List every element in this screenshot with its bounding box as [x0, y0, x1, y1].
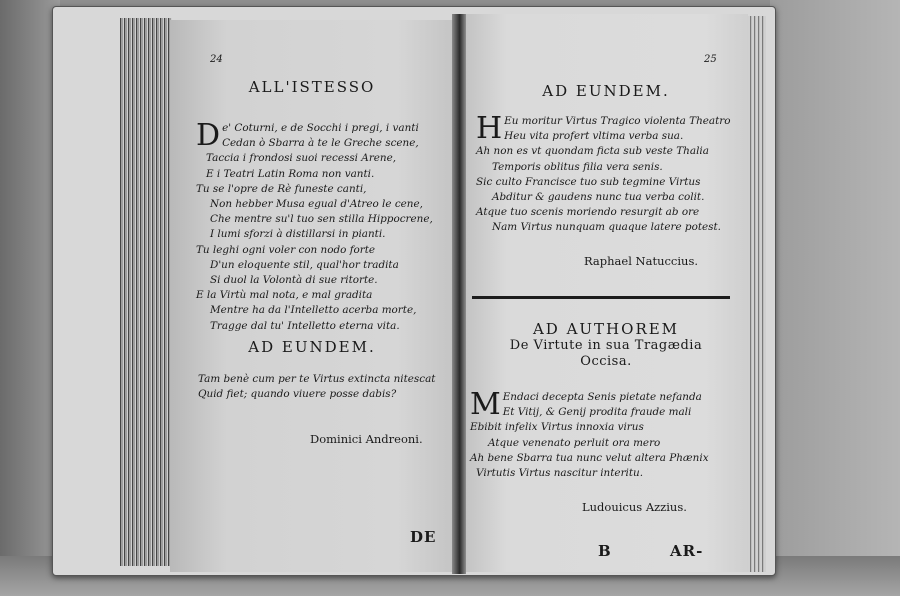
section-subheading: Occisa.	[580, 354, 632, 369]
catchword: DE	[410, 528, 437, 546]
poem-line: Abditur & gaudens nunc tua verba colit.	[492, 191, 705, 204]
book-gutter	[452, 14, 466, 574]
poem-line: Temporis oblitus filia vera senis.	[492, 160, 663, 173]
poem-line: E la Virtù mal nota, e mal gradita	[196, 289, 373, 302]
poem-line: Cedan ò Sbarra à te le Greche scene,	[222, 137, 419, 150]
catchword: AR-	[670, 542, 704, 560]
poem-line: Ebibit infelix Virtus innoxia virus	[470, 421, 644, 434]
poem-line: Ah non es vt quondam ficta sub veste Thalia	[476, 145, 709, 158]
poem-line: D'un eloquente stil, qual'hor tradita	[210, 258, 399, 271]
drop-cap: H	[476, 111, 503, 146]
divider-rule	[472, 296, 730, 299]
section-heading: AD AUTHOREM	[532, 320, 680, 338]
poem	[476, 111, 746, 236]
page-heading: AD EUNDEM.	[542, 82, 670, 100]
sonnet	[196, 118, 452, 334]
section-subheading: De Virtute in sua Tragædia	[509, 338, 703, 353]
poem-line: Nam Virtus nunquam quaque latere potest.	[492, 221, 721, 234]
epigram	[470, 387, 740, 481]
background-left	[0, 0, 60, 596]
poem-line: Si duol la Volontà di sue ritorte.	[210, 274, 378, 287]
poem-line: E i Teatri Latin Roma non vanti.	[206, 167, 375, 180]
page-number: 25	[704, 54, 717, 65]
poem-line: Tu leghi ogni voler con nodo forte	[196, 243, 376, 256]
poem-line: Endaci decepta Senis pietate nefanda	[502, 391, 702, 403]
poem-line: Heu vita profert vltima verba sua.	[504, 130, 684, 143]
author-signature: Raphael Natuccius.	[584, 254, 699, 268]
poem-line: Tu se l'opre de Rè funeste canti,	[196, 182, 367, 195]
background-right	[770, 0, 900, 596]
signature-mark: B	[598, 542, 612, 560]
poem-line: Tragge dal tu' Intelletto eterna vita.	[210, 319, 400, 332]
poem-line: Atque venenato perluit ora mero	[488, 436, 661, 449]
poem-line: Mentre ha da l'Intelletto acerba morte,	[210, 304, 417, 317]
right-page	[464, 14, 748, 572]
poem-line: Che mentre su'l tuo sen stilla Hippocrene,	[210, 213, 433, 226]
poem-line: Taccia i frondosi suoi recessi Arene,	[206, 152, 397, 165]
poem-line: Tam benè cum per te Virtus extincta nitescat	[198, 373, 436, 385]
poem-line: Eu moritur Virtus Tragico violenta Theatro	[504, 115, 731, 127]
poem-line: Atque tuo scenis moriendo resurgit ab ore	[476, 206, 700, 219]
poem-line: Et Vitij, & Genij prodita fraude mali	[502, 406, 692, 419]
page-edges-left	[120, 18, 172, 566]
drop-cap: D	[196, 118, 221, 153]
page-heading: ALL'ISTESSO	[248, 78, 376, 96]
section-heading: AD EUNDEM.	[248, 338, 376, 356]
left-page	[170, 20, 454, 572]
poem-line: I lumi sforzi à distillarsi in pianti.	[210, 228, 386, 241]
epigram	[198, 372, 448, 402]
author-signature: Ludouicus Azzius.	[582, 500, 687, 514]
poem-line: Quid fiet; quando viuere posse dabis?	[198, 388, 397, 401]
drop-cap: M	[470, 387, 501, 422]
page-number: 24	[210, 54, 223, 65]
poem-line: Virtutis Virtus nascitur interitu.	[476, 467, 644, 480]
poem-line: Sic culto Francisce tuo sub tegmine Virtus	[476, 175, 701, 188]
author-signature: Dominici Andreoni.	[310, 432, 423, 446]
poem-line: Ah bene Sbarra tua nunc velut altera Phænix	[470, 451, 709, 464]
poem-line: e' Coturni, e de Socchi i pregi, i vanti	[222, 122, 419, 134]
poem-line: Non hebber Musa egual d'Atreo le cene,	[210, 198, 423, 211]
